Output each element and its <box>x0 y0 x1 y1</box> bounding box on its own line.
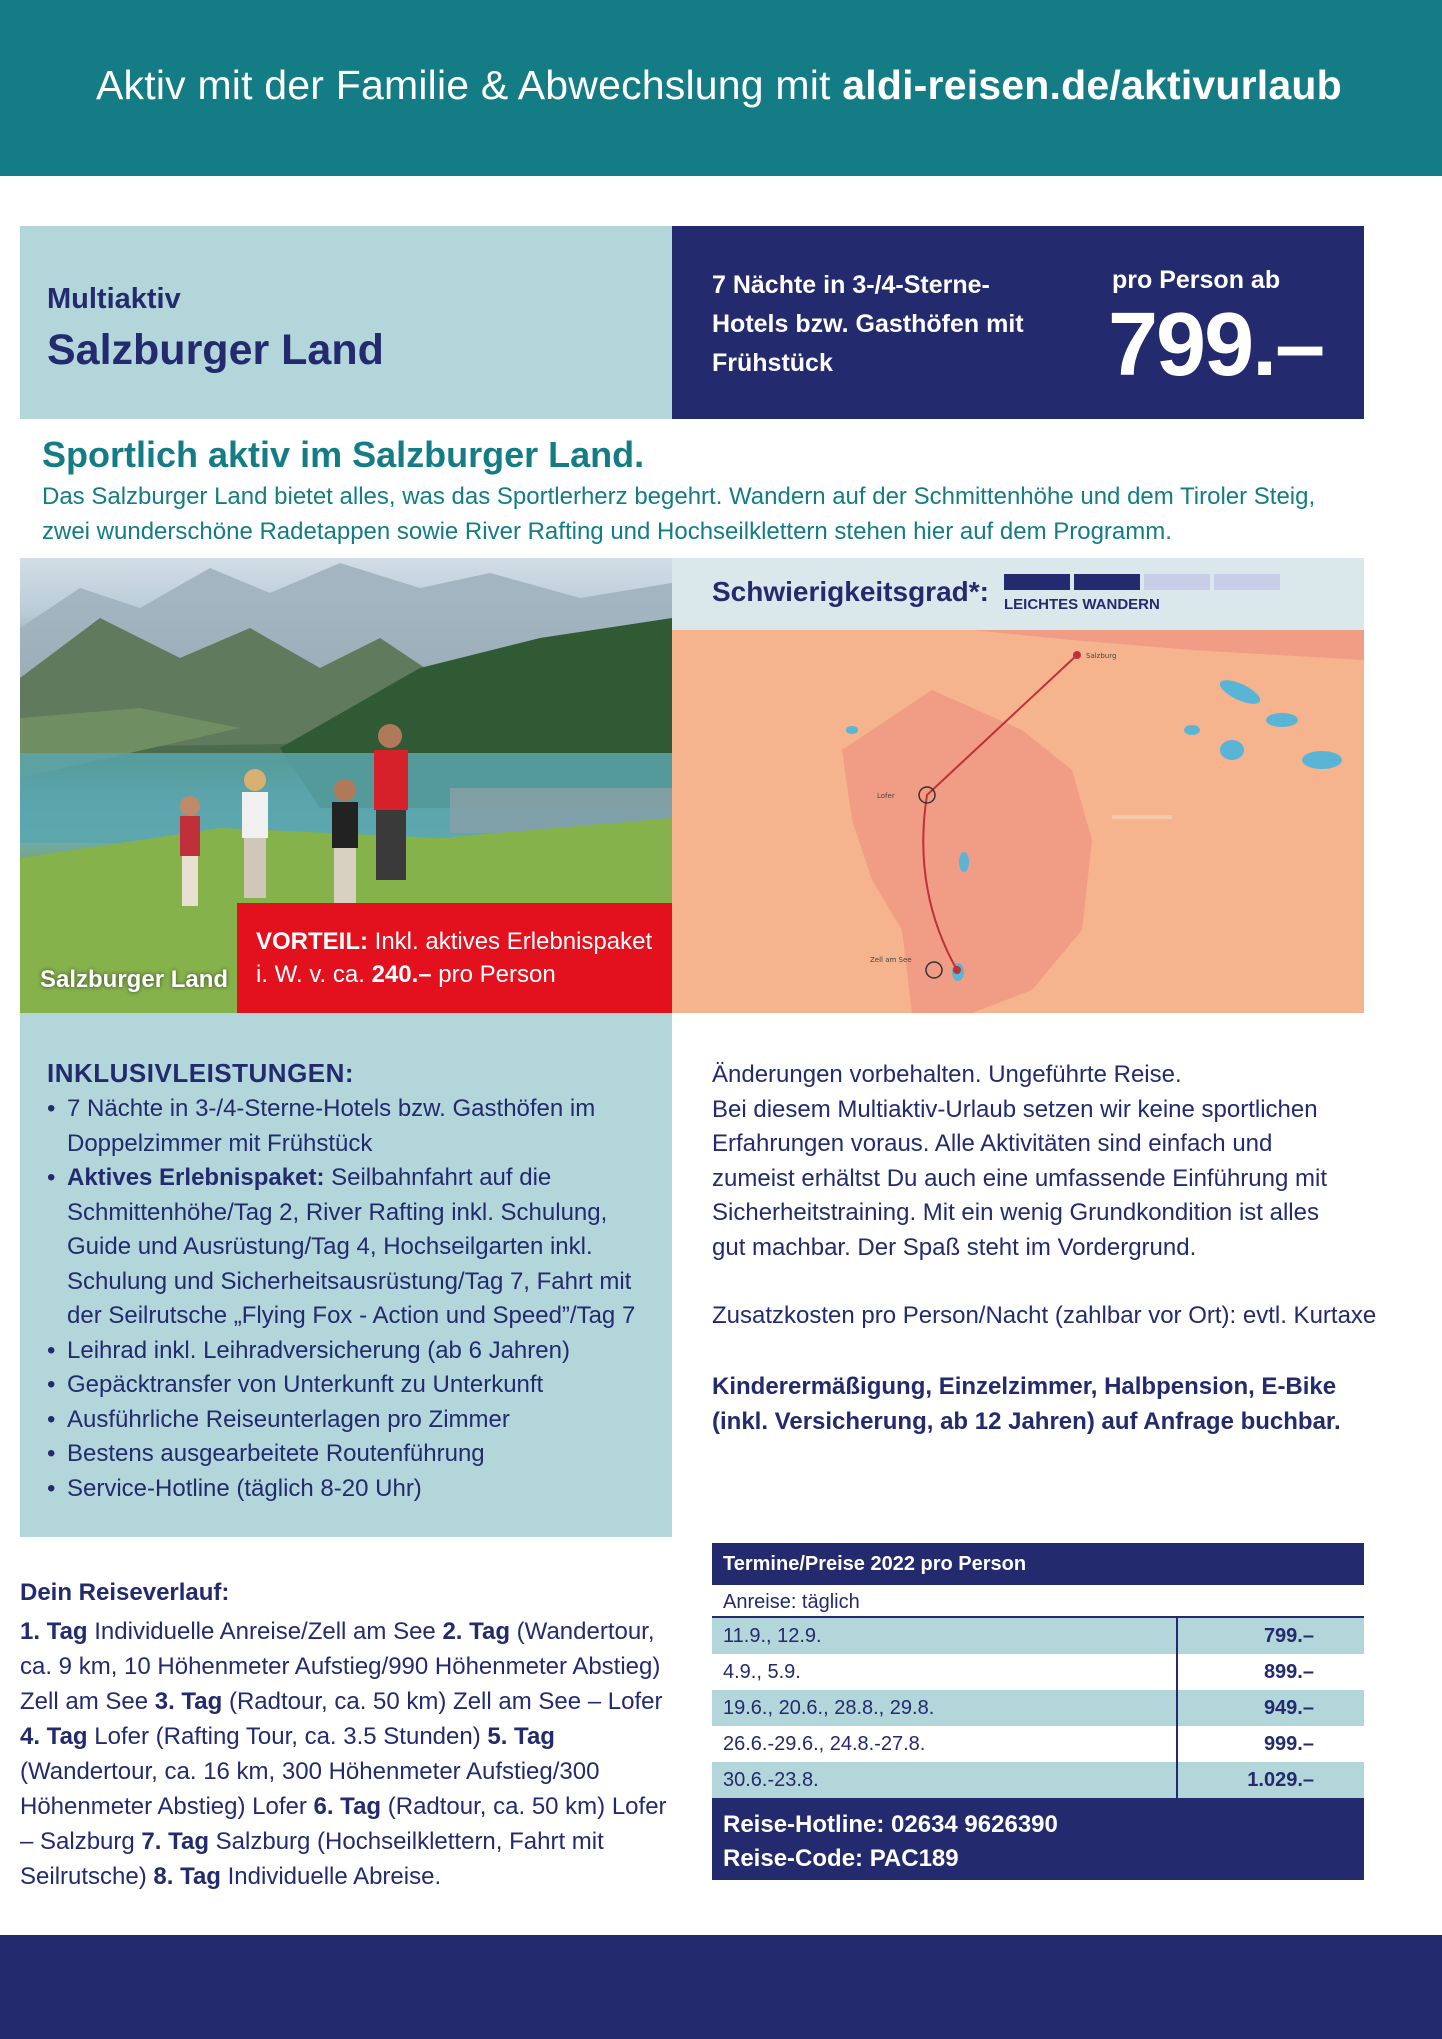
row-price: 799.– <box>1263 1625 1314 1647</box>
headline: Sportlich aktiv im Salzburger Land. <box>42 434 645 475</box>
banner-link[interactable]: aldi-reisen.de/aktivurlaub <box>842 62 1342 108</box>
map-illustration <box>672 630 1364 1013</box>
table-row <box>712 1618 1364 1654</box>
day-text: Individuelle Abreise. <box>220 1863 442 1890</box>
day-label: 6. Tag <box>313 1793 382 1820</box>
inclusion-bold: Aktives Erlebnispaket: <box>67 1164 325 1191</box>
difficulty-segment <box>1144 574 1210 590</box>
footer-band <box>0 1935 1442 2039</box>
hotline[interactable]: Reise-Hotline: 02634 9626390 <box>723 1811 1058 1838</box>
photo-caption: Salzburger Land <box>40 966 229 993</box>
row-dates: 4.9., 5.9. <box>723 1661 801 1683</box>
day-text: Individuelle Anreise/Zell am See <box>87 1618 443 1645</box>
inclusion-text: Bestens ausgearbeitete Routenführung <box>67 1440 485 1467</box>
list-item <box>47 1437 657 1472</box>
itinerary-text <box>20 1614 670 1894</box>
offer-title: Salzburger Land <box>47 326 384 374</box>
offer-subtitle: Multiaktiv <box>47 283 181 315</box>
column-divider <box>1176 1726 1178 1762</box>
vorteil-amount: 240.– <box>371 961 432 988</box>
row-price: 1.029.– <box>1247 1769 1314 1791</box>
price-table-footer <box>712 1798 1364 1880</box>
difficulty-segment <box>1004 574 1070 590</box>
day-label: 3. Tag <box>154 1688 223 1715</box>
vorteil-box <box>237 903 672 1013</box>
banner-text <box>96 62 1342 109</box>
column-divider <box>1176 1654 1178 1690</box>
map-label-zell: Zell am See <box>870 956 912 964</box>
price-label: pro Person ab <box>1112 266 1281 294</box>
row-dates: 11.9., 12.9. <box>723 1625 822 1647</box>
notes-line-2: Bei diesem Multiaktiv-Urlaub setzen wir keine sportlichen Erfahrungen voraus. Alle Aktivitäten sind einfach und zumeist erhältst Du auch eine umfassende Einführung mit Sicherheitstraining. Mit ein wenig Grundkondition ist alles gut machbar. Der Spaß steht im Vordergrund. <box>712 1095 1327 1261</box>
inclusions-list <box>47 1092 657 1506</box>
row-dates: 19.6., 20.6., 28.8., 29.8. <box>723 1697 935 1719</box>
difficulty-label: Schwierigkeitsgrad*: <box>712 576 989 607</box>
offer-title-box <box>20 226 672 419</box>
price-value: 799.– <box>1108 295 1324 395</box>
hotel-info: 7 Nächte in 3-/4-Sterne-Hotels bzw. Gasthöfen mit Frühstück <box>712 271 1024 377</box>
inclusion-text: Leihrad inkl. Leihradversicherung (ab 6 Jahren) <box>67 1336 570 1364</box>
day-label: 4. Tag <box>20 1723 88 1750</box>
itinerary-title: Dein Reiseverlauf: <box>20 1579 230 1606</box>
price-table <box>712 1543 1364 1880</box>
column-divider <box>1176 1618 1178 1654</box>
inclusion-text: Service-Hotline (täglich 8-20 Uhr) <box>67 1474 422 1502</box>
day-text: Lofer (Rafting Tour, ca. 3.5 Stunden) <box>87 1723 488 1750</box>
inclusion-text: Ausführliche Reiseunterlagen pro Zimmer <box>67 1405 510 1433</box>
travel-code: Reise-Code: PAC189 <box>723 1845 959 1872</box>
table-row <box>712 1690 1364 1726</box>
day-label: 2. Tag <box>442 1618 511 1645</box>
column-divider <box>1176 1762 1178 1798</box>
inclusions-box <box>20 1013 672 1537</box>
inclusion-text: Seilbahnfahrt auf die Schmittenhöhe/Tag 2, River Rafting inkl. Schulung, Guide und Ausrüstung/Tag 4, Hochseilgarten inkl. Schulung und Sicherheitsausrüstung/Tag 7, Fahrt mit der Seilrutsche „Flying Fox - Action und Speed”/Tag 7 <box>67 1164 636 1329</box>
price-table-header: Termine/Preise 2022 pro Person <box>712 1543 1364 1585</box>
day-label: 5. Tag <box>487 1723 555 1750</box>
vorteil-text: Inkl. aktives Erlebnispaket <box>368 928 653 955</box>
day-text: (Radtour, ca. 50 km) Zell am See – Lofer <box>222 1688 663 1715</box>
price-box <box>672 226 1364 419</box>
extra-costs: Zusatzkosten pro Person/Nacht (zahlbar vor Ort): evtl. Kurtaxe <box>712 1302 1377 1329</box>
route-map <box>672 630 1364 1013</box>
table-row <box>712 1726 1364 1762</box>
list-item <box>47 1161 657 1334</box>
inclusion-text: 7 Nächte in 3-/4-Sterne-Hotels bzw. Gasthöfen im Doppelzimmer mit Frühstück <box>67 1095 596 1157</box>
day-label: 1. Tag <box>20 1618 88 1645</box>
row-price: 899.– <box>1263 1661 1314 1683</box>
banner-tagline: Aktiv mit der Familie & Abwechslung mit <box>96 62 843 108</box>
row-dates: 26.6.-29.6., 24.8.-27.8. <box>723 1733 926 1755</box>
difficulty-segment <box>1214 574 1280 590</box>
day-text: (Wandertour, ca. 16 km, 300 Höhenmeter Aufstieg/300 Höhenmeter Abstieg) Lofer <box>20 1758 600 1820</box>
hiking-photo <box>20 558 672 1013</box>
difficulty-segment <box>1074 574 1140 590</box>
discount-note: Kinderermäßigung, Einzelzimmer, Halbpension, E-Bike (inkl. Versicherung, ab 12 Jahren) auf Anfrage buchbar. <box>712 1373 1341 1435</box>
row-price: 949.– <box>1263 1697 1314 1719</box>
inclusions-title: INKLUSIVLEISTUNGEN: <box>47 1058 355 1088</box>
list-item <box>47 1472 657 1507</box>
notes-text <box>712 1058 1352 1265</box>
table-row <box>712 1654 1364 1690</box>
day-text: (Radtour, ca. 50 km) Lofer – Salzburg <box>20 1793 667 1855</box>
header-banner <box>0 0 1442 176</box>
map-label-salzburg: Salzburg <box>1086 652 1117 660</box>
vorteil-text-3: pro Person <box>431 961 556 988</box>
difficulty-level-text: LEICHTES WANDERN <box>1004 596 1160 613</box>
notes-line-1: Änderungen vorbehalten. Ungeführte Reise. <box>712 1061 1182 1088</box>
vorteil-label: VORTEIL: <box>256 928 368 955</box>
vorteil-text-2: i. W. v. ca. <box>256 961 372 988</box>
row-price: 999.– <box>1263 1733 1314 1755</box>
day-text: (Wandertour, ca. 9 km, 10 Höhenmeter Aufstieg/990 Höhenmeter Abstieg) Zell am See <box>20 1618 661 1715</box>
row-dates: 30.6.-23.8. <box>723 1769 819 1791</box>
arrival-info: Anreise: täglich <box>712 1585 1364 1618</box>
table-row <box>712 1762 1364 1798</box>
column-divider <box>1176 1690 1178 1726</box>
list-item <box>47 1092 657 1161</box>
map-label-lofer: Lofer <box>877 792 895 800</box>
inclusion-text: Gepäcktransfer von Unterkunft zu Unterkunft <box>67 1371 544 1398</box>
day-text: Salzburg (Hochseilklettern, Fahrt mit Seilrutsche) <box>20 1828 604 1890</box>
list-item <box>47 1368 657 1403</box>
intro-text: Das Salzburger Land bietet alles, was das Sportlerherz begehrt. Wandern auf der Schmittenhöhe und dem Tiroler Steig, zwei wunderschöne Radetappen sowie River Rafting und Hochseilklettern stehen hier auf dem Programm. <box>42 483 1316 545</box>
list-item <box>47 1403 657 1438</box>
difficulty-rating <box>672 558 1364 630</box>
day-label: 7. Tag <box>141 1828 209 1855</box>
day-label: 8. Tag <box>153 1863 221 1890</box>
list-item <box>47 1334 657 1369</box>
